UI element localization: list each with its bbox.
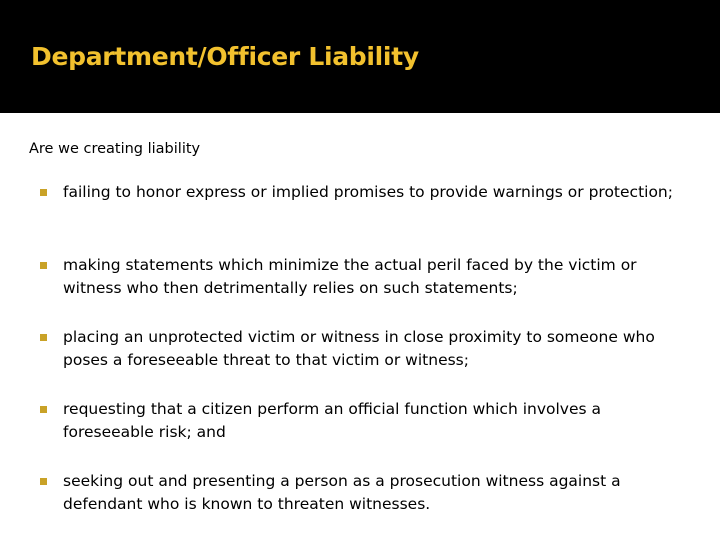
bullet-text: failing to honor express or implied promises to provide warnings or protection; xyxy=(63,183,673,201)
square-bullet-icon xyxy=(40,478,47,485)
square-bullet-icon xyxy=(40,334,47,341)
bullet-text: seeking out and presenting a person as a prosecution witness against a defendant who is known to threaten witnesses. xyxy=(63,472,621,513)
square-bullet-icon xyxy=(40,189,47,196)
bullet-text: placing an unprotected victim or witness in close proximity to someone who poses a foreseeable threat to that victim or witness; xyxy=(63,328,655,369)
slide-title: Department/Officer Liability xyxy=(31,42,419,71)
square-bullet-icon xyxy=(40,262,47,269)
square-bullet-icon xyxy=(40,406,47,413)
slide-subtitle: Are we creating liability xyxy=(29,141,201,157)
bullet-item xyxy=(40,326,680,372)
bullet-item xyxy=(40,254,680,300)
bullet-item xyxy=(40,181,680,204)
bullet-item xyxy=(40,398,680,444)
bullet-text: making statements which minimize the actual peril faced by the victim or witness who then detrimentally relies on such statements; xyxy=(63,256,637,297)
bullet-text: requesting that a citizen perform an official function which involves a foreseeable risk; and xyxy=(63,400,601,441)
bullet-item xyxy=(40,470,680,516)
